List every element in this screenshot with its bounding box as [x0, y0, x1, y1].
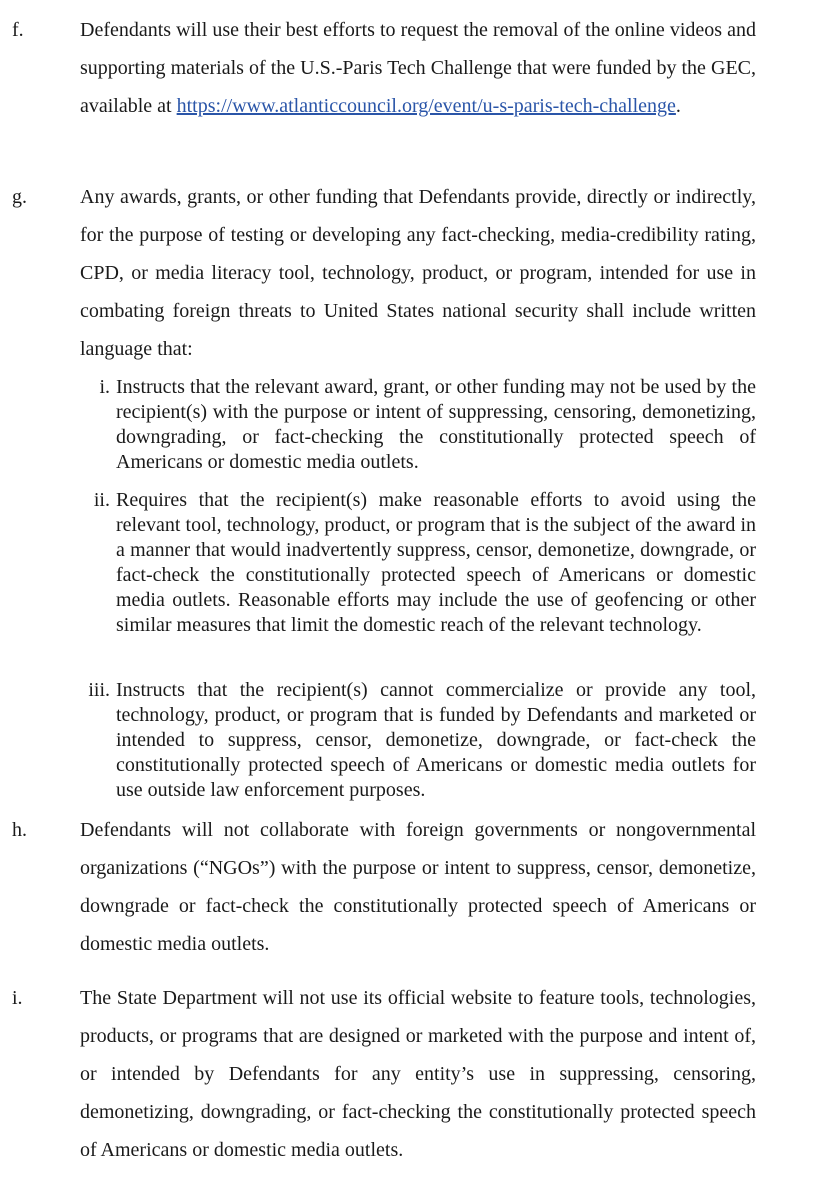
subitem-ii-text: Requires that the recipient(s) make reasonable efforts to avoid using the relevant tool, technology, product, or program that is the subject of the award in a manner that would inadvertently suppress, censor, demonetize, downgrade, or fact-check the constitutionally protected speech of Americans or domestic media outlets. Reasonable efforts may include the use of geofencing or other similar measures that limit the domestic reach of the relevant technology. — [116, 489, 756, 636]
subitem-iii-number: iii. — [88, 679, 110, 701]
paragraph-f-letter: f. — [12, 19, 24, 41]
paragraph-f-end: . — [675, 95, 681, 117]
atlantic-council-link[interactable]: https://www.atlanticcouncil.org/event/u-s-paris-tech-challenge — [176, 95, 676, 117]
subitem-iii-text: Instructs that the recipient(s) cannot commercialize or provide any tool, technology, product, or program that is funded by Defendants and marketed or intended to suppress, censor, demonetize, downgrade, or fact-check the constitutionally protected speech of Americans or domestic media outlets for use outside law enforcement purposes. — [116, 679, 756, 801]
paragraph-i-text: The State Department will not use its official website to feature tools, technologies, products, or programs that are designed or marketed with the purpose and intent of, or intended by Defendants for any entity’s use in suppressing, censoring, demonetizing, downgrading, or fact-checking the constitutionally protected speech of Americans or domestic media outlets. — [80, 987, 756, 1161]
paragraph-f-body: Defendants will use their best efforts to request the removal of the online videos and supporting materials of the U.S.-Paris Tech Challenge that were funded by the GEC, available at — [80, 19, 756, 117]
paragraph-f-text — [80, 11, 756, 125]
paragraph-g-letter: g. — [12, 186, 27, 208]
subitem-i-number: i. — [99, 376, 110, 398]
subitem-ii-number: ii. — [93, 489, 110, 511]
paragraph-h-letter: h. — [12, 819, 27, 841]
subitem-i-text: Instructs that the relevant award, grant, or other funding may not be used by the recipient(s) with the purpose or intent of suppressing, censoring, demonetizing, downgrading, or fact-checking the constitutionally protected speech of Americans or domestic media outlets. — [116, 376, 756, 473]
paragraph-g-text: Any awards, grants, or other funding that Defendants provide, directly or indirectly, for the purpose of testing or developing any fact-checking, media-credibility rating, CPD, or media literacy tool, technology, product, or program, intended for use in combating foreign threats to United States national security shall include written language that: — [80, 186, 756, 360]
paragraph-h-text: Defendants will not collaborate with foreign governments or nongovernmental organizations (“NGOs”) with the purpose or intent to suppress, censor, demonetize, downgrade or fact-check the constitutionally protected speech of Americans or domestic media outlets. — [80, 819, 756, 955]
paragraph-i-letter: i. — [12, 987, 23, 1009]
